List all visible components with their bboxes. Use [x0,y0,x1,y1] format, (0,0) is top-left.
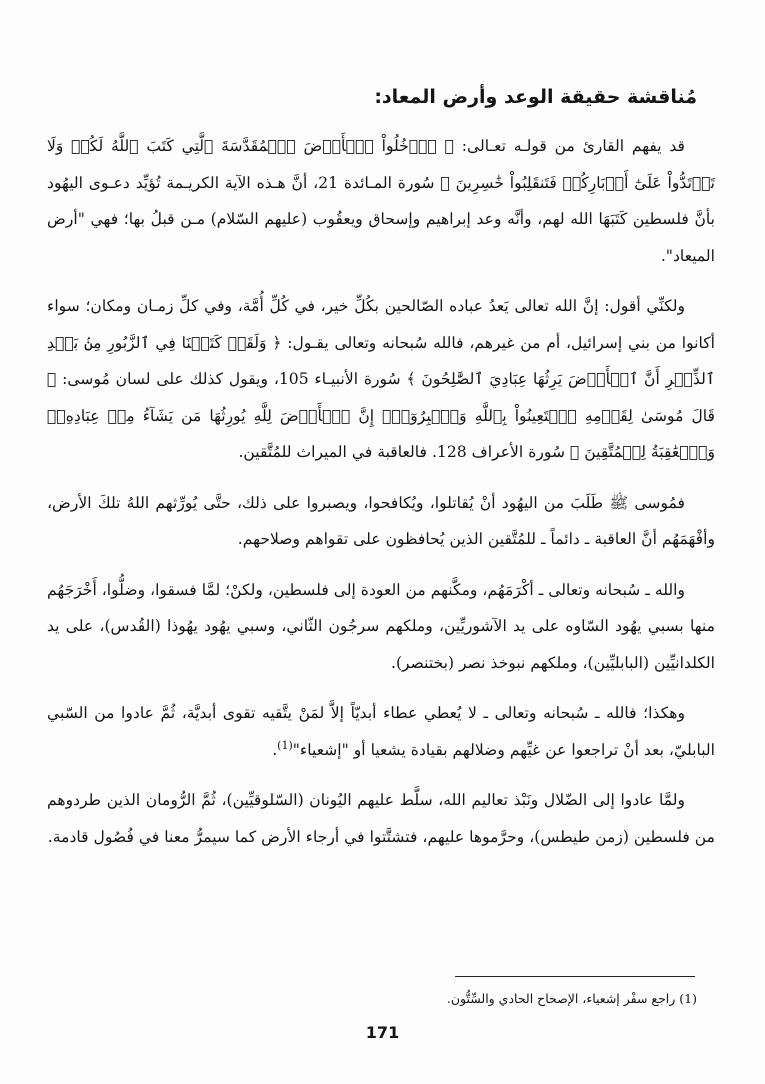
footnote-marker: (1) [277,738,293,752]
paragraph-righteous-inherit: ولكنِّي أقول: إنَّ الله تعالى يَعدُ عباده الصّالحين بكُلِّ خير، في كُلِّ أُمَّة، وفي كلِّ زمـان ومكان؛ سواء أكانوا من بني إسرائيل، أم من غيرهم، فالله سُبحانه وتعالى يقـول: ﴿ وَلَقَدۡ كَتَبۡنَا فِي ٱلزَّبُورِ مِنۢ بَعۡدِ ٱلذِّكۡرِ أَنَّ ٱلۡأَرۡضَ يَرِثُهَا عِبَادِيَ ٱلصَّٰلِحُونَ ﴾ سُورة الأنبيـاء 105، ويقول كذلك على لسان مُوسى: ﴿ قَالَ مُوسَىٰ لِقَوۡمِهِ ٱسۡتَعِينُواْ بِٱللَّهِ وَٱصۡبِرُوٓاْۖ إِنَّ ٱلۡأَرۡضَ لِلَّهِ يُورِثُهَا مَن يَشَآءُ مِنۡ عِبَادِهِۦۖ وَٱلۡعَٰقِبَةُ لِلۡمُتَّقِينَ ﴾ سُورة الأعراف 128. فالعاقبة في الميراث للمُتَّقين. [47,297,715,461]
paragraph-exile-text: والله ـ سُبحانه وتعالى ـ أكْرَمَهُم، ومكَّنهم من العودة إلى فلسطين، ولكنْ؛ لمَّا فسقوا، وضلُّوا، أَخْرَجَهُم منها بسبي يهُود السّاوه على يد الآشوريِّين، وملكهم سرجُون الثّاني، وسبي يهُود يهُوذا (القُدس)، على يد الكلدانيِّين (البابليِّين)، وملكهم نبوخذ نصر (بختنصر). [47,580,715,672]
paragraph-dispersion: ولمَّا عادوا إلى الضّلال ونَبْذ تعاليم الله، سلَّط عليهم اليُونان (السّلوقيِّين)، ثُمَّ الرُّومان الذين طردوهم من فلسطين (زمن طيطس)، وحرَّموها عليهم، فتشتَّتوا في أرجاء الأرض كما سيمرُّ معنا في فُصُول قادمة. [47,791,715,846]
page-number: 171 [365,1023,400,1042]
paragraph-return-text: وهكذا؛ فالله ـ سُبحانه وتعالى ـ لا يُعطي عطاء أبديّاً إلاَّ لمَنْ يتَّقيه تقوى أبديَّة، ثُمَّ عادوا من السّبي البابليّ، بعد أنْ تراجعوا عن غيِّهم وضلالهم بقيادة يشعيا أو "إشعياء" [47,704,715,759]
paragraph-exile [47,572,715,682]
footnote: (1) راجع سفْر إشعياء، الإصحاح الحادي والسِّتُّون. [446,991,697,1006]
section-heading: مُناقشة حقيقة الوعد وأرض المعاد: [374,86,697,108]
body-text [47,128,715,869]
paragraph-promise-verse: قد يفهم القارئ من قولـه تعـالى: ﴿ ٱدۡخُلُواْ ٱلۡأَرۡضَ ٱلۡمُقَدَّسَةَ ٱلَّتِي كَتَبَ ٱللَّهُ لَكُمۡ وَلَا تَرۡتَدُّواْ عَلَىٰٓ أَدۡبَارِكُمۡ فَتَنقَلِبُواْ خَٰسِرِينَ ﴾ سُورة المـائدة 21، أنَّ هـذه الآية الكريـمة تُؤيِّد دعـوى اليهُود بأنَّ فلسطين كَتَبَهَا الله لهم، وأنَّه وعد إبراهيم وإسحاق ويعقُوب (عليهم السّلام) مـن قبلُ بها؛ فهي "أرض الميعاد". [47,137,715,265]
paragraph-moses-command: فمُوسى ﷺ طَلَبَ من اليهُود أنْ يُقاتلوا، ويُكافحوا، ويصبروا على ذلك، حتَّى يُورِّثهم اللهُ تلكَ الأرض، وأفْهَمَهُم أنَّ العاقبة ـ دائماً ـ للمُتَّقين الذين يُحافظون على تقواهم وصلاحهم. [47,493,715,548]
paragraph-return: وهكذا؛ فالله ـ سُبحانه وتعالى ـ لا يُعطي عطاء أبديّاً إلاَّ لمَنْ يتَّقيه تقوى أبديَّة، ثُمَّ عادوا من السّبي البابليّ، بعد أنْ تراجعوا عن غيِّهم وضلالهم بقيادة يشعيا أو "إشعياء"$^{(1)}$. [47,704,715,759]
footnote-divider [455,976,695,977]
